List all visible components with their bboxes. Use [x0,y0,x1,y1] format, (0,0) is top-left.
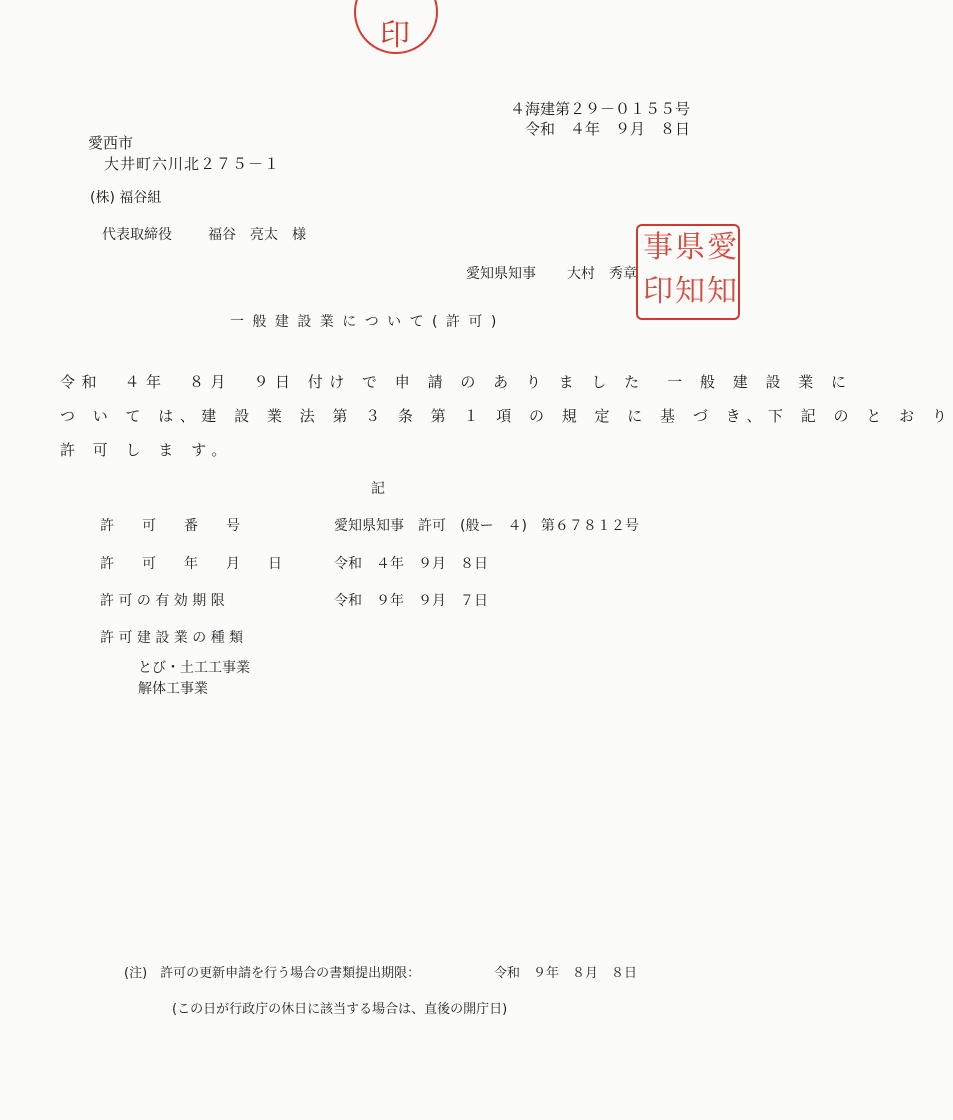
subject-title: 一 般 建 設 業 に つ い て ( 許 可 ) [230,314,499,330]
seal-char-4: 知 [675,274,705,309]
document-date: 令和 ４年 ９月 ８日 [524,120,690,138]
body-line-3: 許 可 し ま す。 [60,441,233,459]
body-line-2: つ い て は、建 設 業 法 第 ３ 条 第 １ 項 の 規 定 に 基 づ き、下 記 の と お り [60,407,953,425]
detail-label-permit-number: 許 可 番 号 [100,518,240,534]
recipient-city: 愛西市 [88,134,134,152]
document-number: ４海建第２９－０１５５号 [509,100,690,118]
construction-type-1: とび・土工工事業 [138,660,250,676]
detail-label-validity: 許 可 の 有 効 期 限 [100,593,225,609]
body-line-1: 令和 ４年 ８月 ９日 付け で 申 請 の あ り ま し た 一 般 建 設 業 に [60,373,853,391]
detail-label-permit-date: 許 可 年 月 日 [100,556,282,572]
seal-char-1: 愛 [707,230,737,265]
detail-value-permit-date: 令和 ４年 ９月 ８日 [334,556,488,572]
recipient-address: 大井町六川北２７５－１ [104,155,281,173]
issuer-name: 大村 秀章 [567,266,637,282]
recipient-name: 福谷 亮太 様 [208,227,306,243]
footnote-deadline-label: (注) 許可の更新申請を行う場合の書類提出期限： [124,966,421,981]
detail-value-permit-number: 愛知県知事 許可 (般ー ４) 第６７８１２号 [334,518,639,534]
recipient-title: 代表取締役 [102,227,172,243]
footnote-holiday-note: (この日が行政庁の休日に該当する場合は、直後の開庁日) [172,1002,508,1017]
recipient-company: (株) 福谷組 [90,190,162,206]
types-label: 許 可 建 設 業 の 種 類 [100,630,244,646]
detail-value-validity: 令和 ９年 ９月 ７日 [334,593,488,609]
issuer-title: 愛知県知事 [466,266,536,282]
top-seal-glyph: 印 [380,18,410,53]
governor-seal [636,224,740,320]
ki-label: 記 [371,481,385,497]
construction-type-2: 解体工事業 [138,681,208,697]
footnote-deadline-date: 令和 ９年 ８月 ８日 [494,966,638,981]
top-seal [354,0,438,54]
seal-char-2: 知 [707,274,737,309]
seal-char-3: 県 [675,230,705,265]
seal-char-5: 事 [643,230,673,265]
seal-char-6: 印 [643,274,673,309]
